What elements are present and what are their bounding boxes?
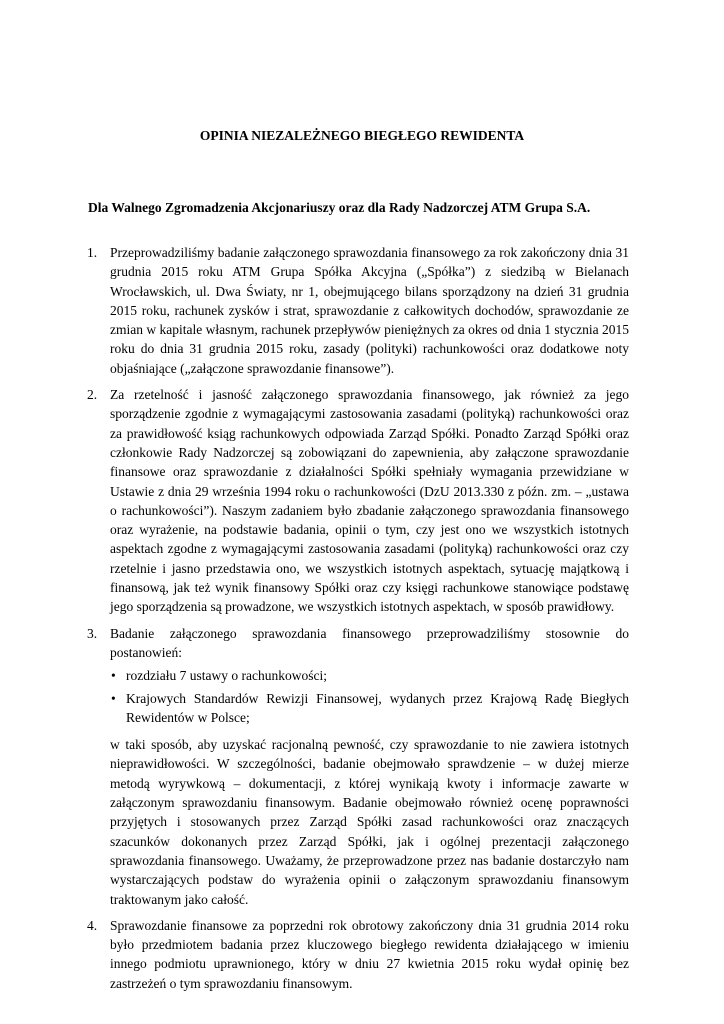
document-title: OPINIA NIEZALEŻNEGO BIEGŁEGO REWIDENTA — [199, 128, 525, 143]
section-text: Za rzetelność i jasność załączonego sprawozdania finansowego, jak również za jego sporządzenie zgodnie z wymagającymi zastosowania zasadami (polityką) rachunkowości oraz za prawidłowość ksiąg rachunkowych odpowiada Zarząd Spółki. Ponadto Zarząd Spółki oraz członkowie Rady Nadzorczej są zobowiązani do zapewnienia, aby załączone sprawozdanie finansowe oraz sprawozdanie z działalności Spółki spełniały wymagania przewidziane w Ustawie z dnia 29 września 1994 roku o rachunkowości (DzU 2013.330 z późn. zm. – „ustawa o rachunkowości”). Naszym zadaniem było zbadanie załączonego sprawozdania finansowego oraz wyrażenie, na podstawie badania, opinii o tym, czy jest ono we wszystkich istotnych aspektach zgodne z wymagającymi zastosowania zasadami (polityką) rachunkowości oraz czy rzetelnie i jasno przedstawia ono, we wszystkich istotnych aspektach, sytuację majątkową i finansową, jak też wynik finansowy Spółki oraz czy księgi rachunkowe stanowiące podstawę jego sporządzenia są prowadzone, we wszystkich istotnych aspektach, w sposób prawidłowy. — [110, 387, 629, 615]
standards-list — [110, 666, 629, 727]
list-item-text: Krajowych Standardów Rewizji Finansowej, wydanych przez Krajową Radę Biegłych Rewidentów w Polsce; — [126, 690, 629, 725]
addressee-line: Dla Walnego Zgromadzenia Akcjonariuszy oraz dla Rady Nadzorczej ATM Grupa S.A. — [88, 200, 591, 215]
section-number: 3. — [87, 625, 98, 641]
section-number: 2. — [87, 387, 98, 403]
section-text: Sprawozdanie finansowe za poprzedni rok obrotowy zakończony dnia 31 grudnia 2014 roku było przedmiotem badania przez kluczowego biegłego rewidenta działającego w imieniu innego podmiotu uprawnionego, który w dniu 27 kwietnia 2015 roku wydał opinię bez zastrzeżeń o tym sprawozdaniu finansowym. — [110, 917, 629, 991]
section-1 — [87, 243, 629, 378]
section-text: w taki sposób, aby uzyskać racjonalną pewność, czy sprawozdanie to nie zawiera istotnych nieprawidłowości. W szczególności, badanie obejmowało sprawdzenie – w dużej mierze metodą wyrywkową – dokumentacji, z której wynikają kwoty i informacje zawarte w załączonym sprawozdaniu finansowym. Badanie obejmowało również ocenę poprawności przyjętych i stosowanych przez Zarząd Spółki zasad rachunkowości oraz znaczących szacunków dokonanych przez Zarząd Spółki, jak i ogólnej prezentacji załączonego sprawozdania finansowego. Uważamy, że przeprowadzone przez nas badanie dostarczyło nam wystarczających podstaw do wyrażenia opinii o załączonym sprawozdaniu finansowym traktowanym jako całość. — [110, 737, 629, 907]
list-item — [110, 666, 629, 685]
list-item-text: rozdziału 7 ustawy o rachunkowości; — [126, 668, 327, 684]
section-text: Przeprowadziliśmy badanie załączonego sprawozdania finansowego za rok zakończony dnia 31 grudnia 2015 roku ATM Grupa Spółka Akcyjna („Spółka”) z siedzibą w Bielanach Wrocławskich, ul. Dwa Światy, nr 1, obejmującego bilans sporządzony na dzień 31 grudnia 2015 roku, rachunek zysków i strat, sprawozdanie z całkowitych dochodów, sprawozdanie ze zmian w kapitale własnym, rachunek przepływów pieniężnych za okres od dnia 1 stycznia 2015 roku do dnia 31 grudnia 2015 roku, zasady (polityki) rachunkowości oraz dodatkowe noty objaśniające („załączone sprawozdanie finansowe”). — [110, 245, 629, 376]
bullet-icon: • — [111, 668, 116, 684]
list-item — [110, 689, 629, 728]
section-2 — [87, 385, 629, 617]
opinion-body — [87, 243, 629, 1000]
section-number: 4. — [87, 917, 98, 933]
section-3 — [87, 624, 629, 909]
section-4 — [87, 916, 629, 993]
section-number: 1. — [87, 245, 98, 260]
section-intro: Badanie załączonego sprawozdania finansowego przeprowadziliśmy stosownie do postanowień: — [110, 625, 629, 660]
bullet-icon: • — [111, 690, 116, 706]
